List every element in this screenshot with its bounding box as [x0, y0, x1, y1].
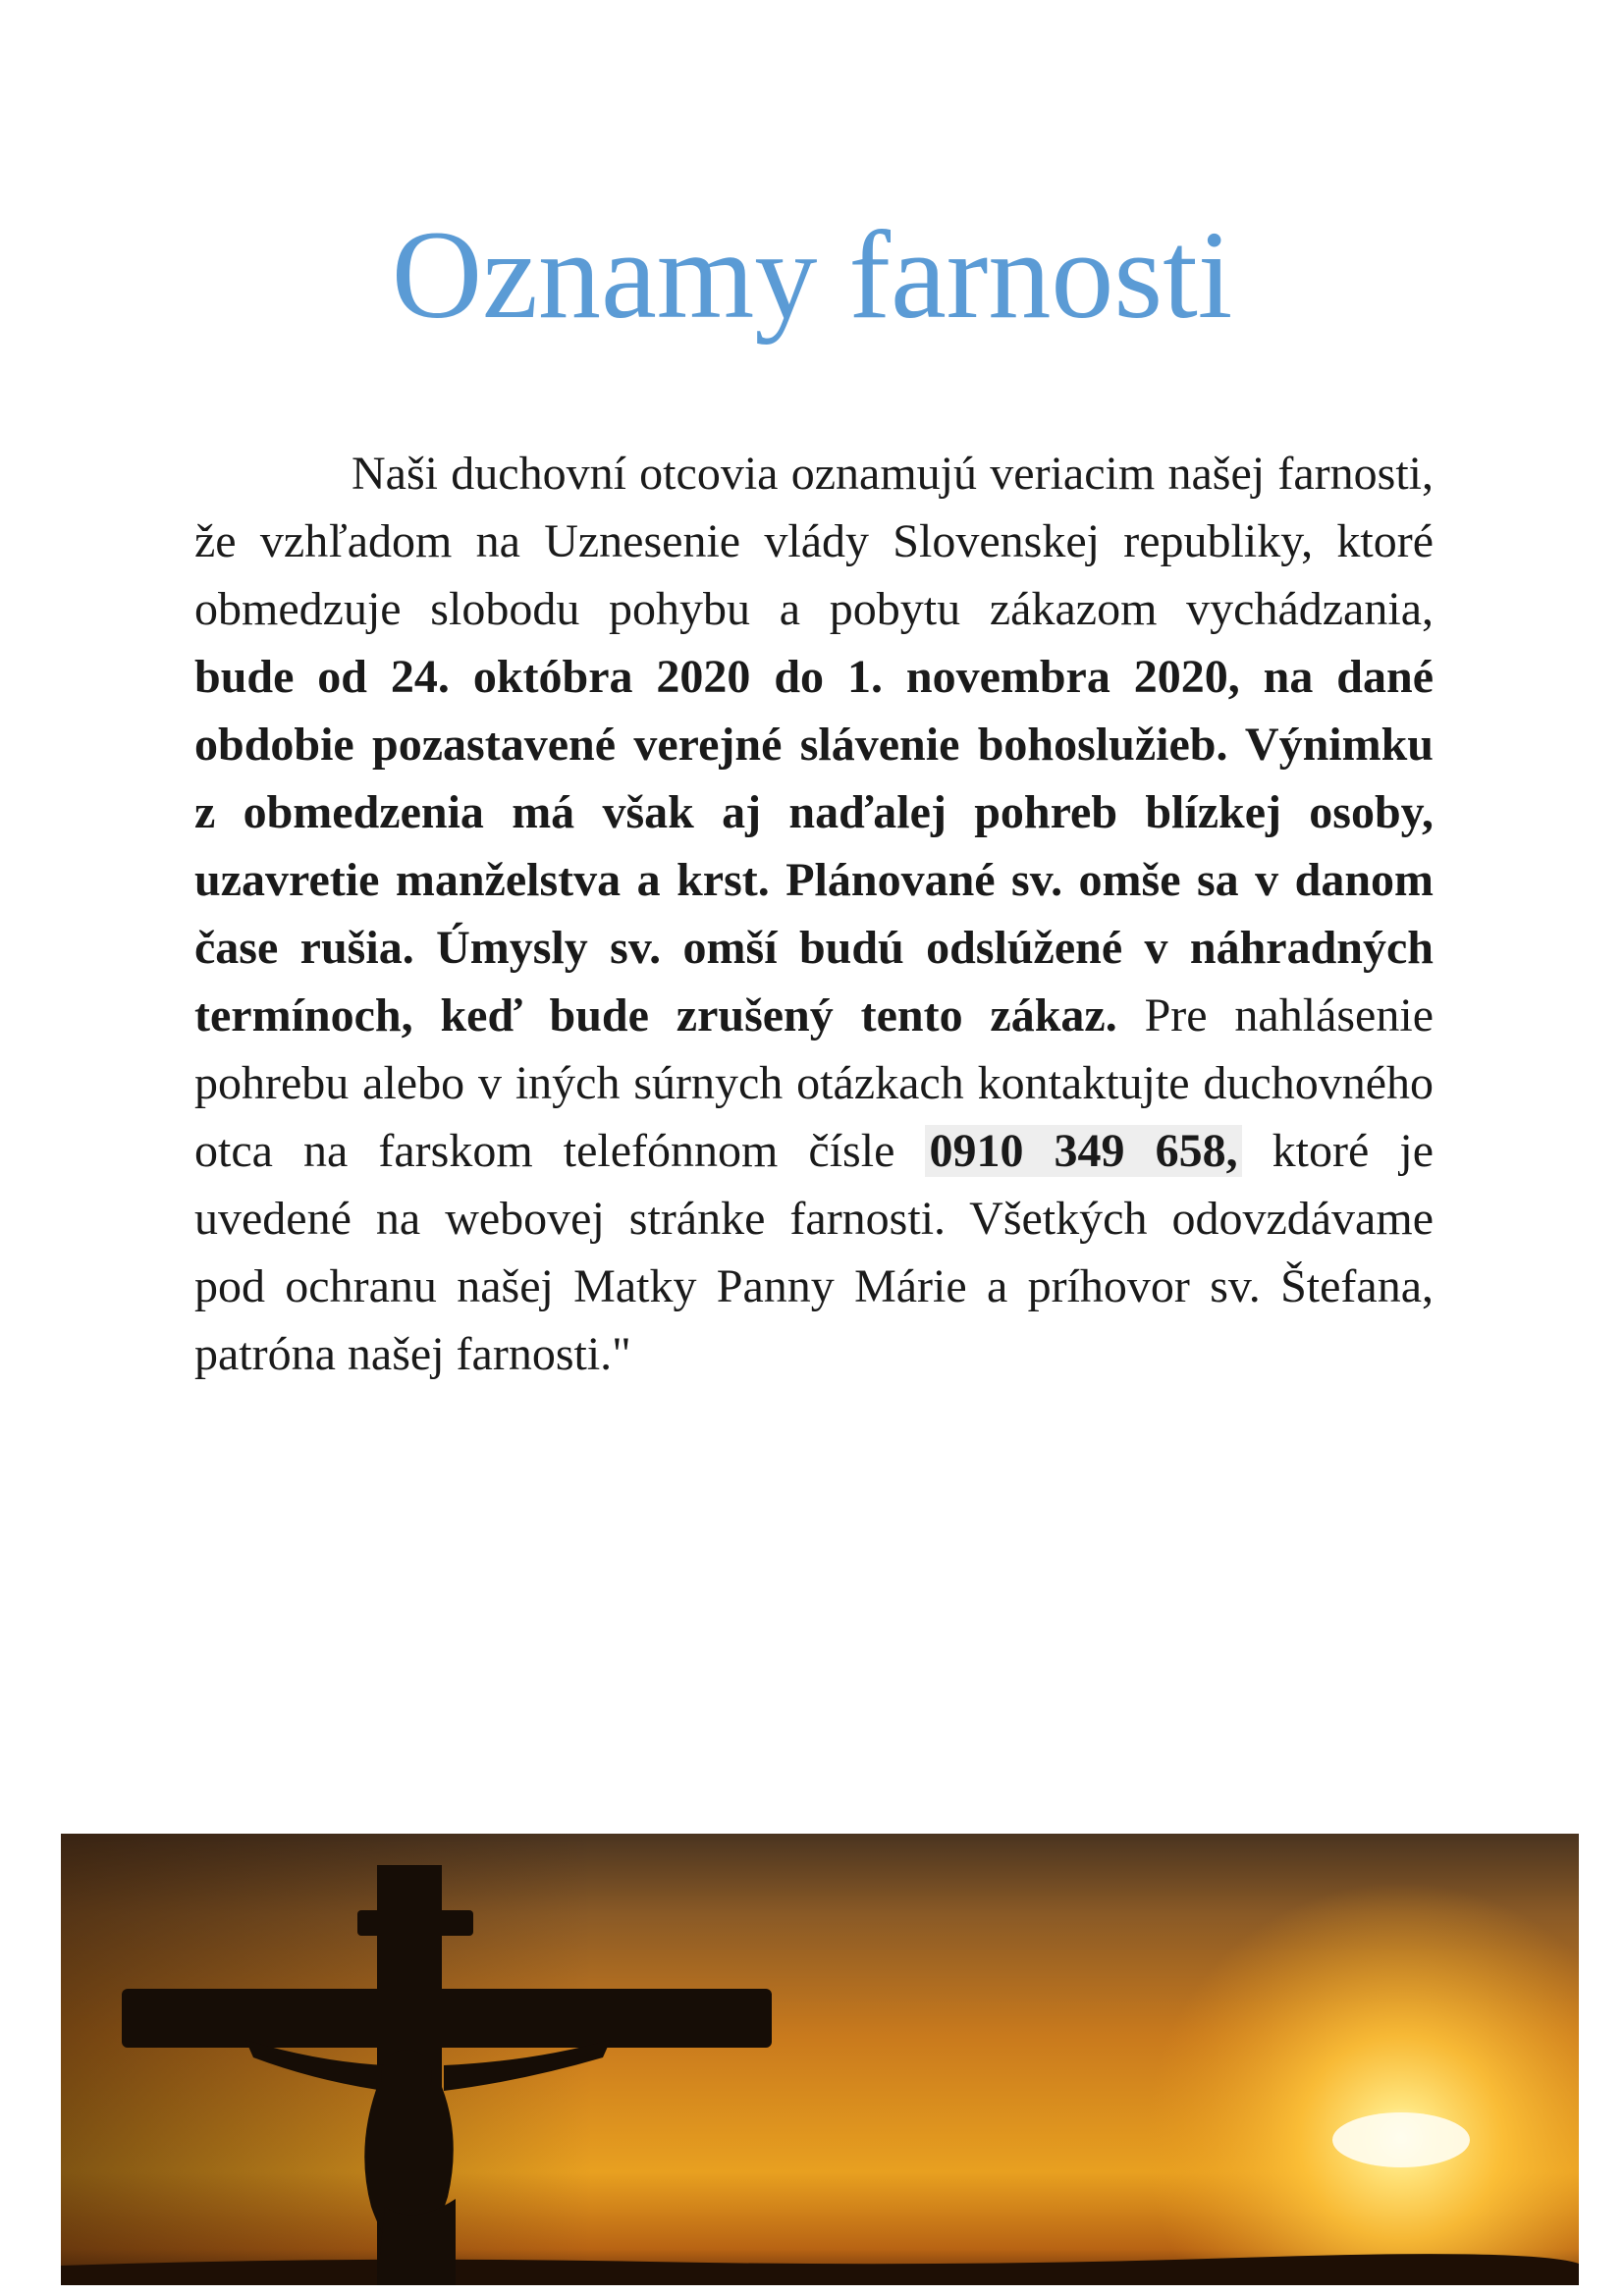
announcement-closing: ktoré je uvedené na webovej stránke farnosti. Všetkých odovzdávame pod ochranu našej Matky Panny Márie a príhovor sv. Štefana, patróna našej farnosti." — [194, 1125, 1434, 1380]
announcement-intro: Naši duchovní otcovia oznamujú veriacim našej farnosti, že vzhľadom na Uznesenie vlády Slovenskej republiky, ktoré obmedzuje slobodu pohybu a pobytu zákazom vychádzania, — [194, 448, 1434, 635]
page-title: Oznamy farnosti — [391, 205, 1233, 345]
crucifix-sunset-image — [61, 1834, 1579, 2285]
announcement-bold: bude od 24. októbra 2020 do 1. novembra 2020, na dané obdobie pozastavené verejné slávenie bohoslužieb. Výnimku z obmedzenia má však aj naďalej pohreb blízkej osoby, uzavretie manželstva a krst. Plánované sv. omše sa v danom čase rušia. Úmysly sv. omší budú odslúžené v náhradných termínoch, keď bude zrušený tento zákaz. — [194, 651, 1434, 1041]
announcement-text — [194, 440, 1434, 1388]
phone-number: 0910 349 658, — [925, 1125, 1241, 1177]
announcement-contact: Pre nahlásenie pohrebu alebo v iných súrnych otázkach kontaktujte duchovného otca na farskom telefónnom čísle — [194, 989, 1434, 1177]
